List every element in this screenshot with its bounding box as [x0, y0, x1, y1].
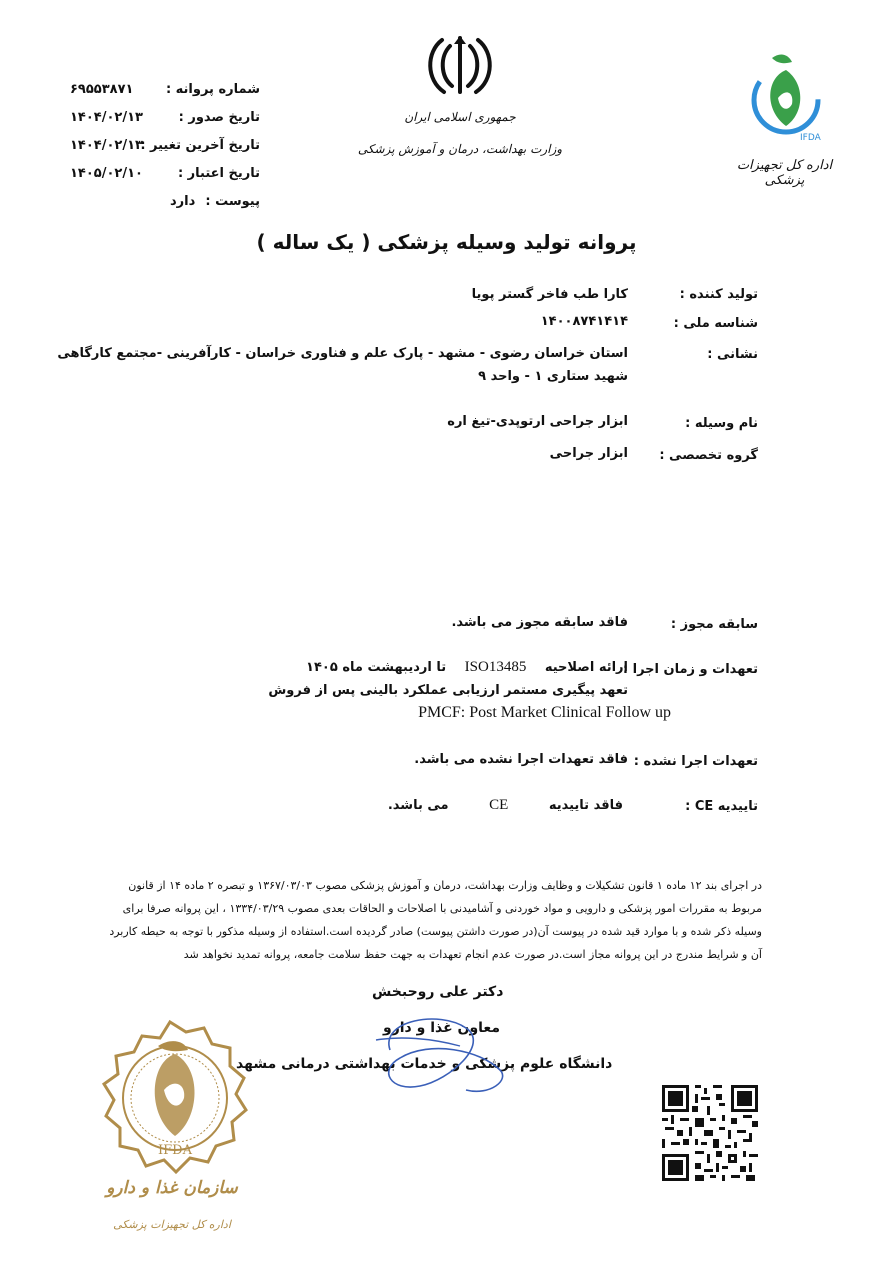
emblem-line-ministry: وزارت بهداشت، درمان و آموزش پزشکی [357, 142, 563, 156]
ce-approval-label: تاییدیه CE : [685, 799, 758, 814]
iran-emblem-icon [420, 34, 500, 98]
meta-last-change-date: تاریخ آخرین تغییر : ۱۴۰۴/۰۲/۱۳ [70, 138, 260, 153]
address-line-2: شهید ستاری ۱ - واحد ۹ [478, 369, 628, 384]
meta-attachment: پیوست : دارد [170, 194, 260, 209]
specialty-group-value: ابزار جراحی [549, 446, 628, 461]
ifda-gold-seal-icon [80, 1018, 260, 1178]
meta-license-number: شماره پروانه : ۶۹۵۵۳۸۷۱ [70, 82, 260, 97]
signatory-university: دانشگاه علوم پزشکی و خدمات بهداشتی درمانی مشهد [236, 1056, 613, 1072]
qr-code-icon [659, 1082, 761, 1184]
address-line-1: استان خراسان رضوی - مشهد - پارک علم و فناوری خراسان - کارآفرینی -مجتمع کارگاهی [57, 346, 628, 361]
emblem-line-republic: جمهوری اسلامی ایران [404, 110, 516, 124]
handwritten-signature-icon [370, 1010, 520, 1102]
signatory-name: دکتر علی روحبخش [372, 984, 504, 1000]
unfulfilled-commitments-value: فاقد تعهدات اجرا نشده می باشد. [414, 752, 628, 767]
legal-paragraph: در اجرای بند ۱۲ ماده ۱ قانون تشکیلات و وظایف وزارت بهداشت، درمان و آموزش پزشکی مصوب ۱۳۶۷/۰۳/۰۳ و تبصره ۲ ماده ۱۴ از قانون مربوط به مقررات امور پزشکی و دارویی و مواد خوردنی و آشامیدنی با اصلاحات و الحاقات بعدی مصوب ۱۳۳۴/۰۳/۲۹ ، این پروانه صرفا برای وسیله ذکر شده و با موارد قید شده در پیوست آن(در صورت داشتن پیوست) صادر گردیده است.استفاده از وسیله مذکور با توجه به حیطه کاربرد آن و شرایط مندرج در این پروانه مجاز است.در صورت عدم انجام تعهدات به جهت حفظ سلامت جامعه، پروانه تمدید نخواهد شد [109, 879, 762, 961]
specialty-group-label: گروه تخصصی : [659, 448, 758, 463]
address-label: نشانی : [707, 347, 758, 362]
unfulfilled-commitments-label: تعهدات اجرا نشده : [633, 754, 758, 769]
license-history-value: فاقد سابقه مجوز می باشد. [451, 615, 628, 630]
ifda-logo-icon [742, 48, 826, 144]
device-name-label: نام وسیله : [685, 416, 758, 431]
national-id-label: شناسه ملی : [673, 316, 758, 331]
document-title: پروانه تولید وسیله پزشکی ( یک ساله ) [256, 230, 637, 254]
commitment-line-2: تعهد پیگیری مستمر ارزیابی عملکرد بالینی پس از فروش [268, 683, 628, 698]
producer-value: کارا طب فاخر گستر پویا [471, 287, 628, 302]
license-history-label: سابقه مجوز : [670, 617, 758, 632]
device-name-value: ابزار جراحی ارتوپدی-تیغ اره [447, 414, 628, 429]
svg-text:IFDA: IFDA [158, 1143, 192, 1158]
commitment-line-3: PMCF: Post Market Clinical Follow up [418, 704, 671, 721]
national-id-value: ۱۴۰۰۸۷۴۱۴۱۴ [540, 314, 628, 329]
commitments-label: تعهدات و زمان اجرا : [622, 662, 758, 677]
meta-expiry-date: تاریخ اعتبار : ۱۴۰۵/۰۲/۱۰ [70, 166, 260, 181]
ifda-department-label: اداره کل تجهیزات پزشکی [736, 158, 833, 188]
seal-dept-label: اداره کل تجهیزات پزشکی [113, 1218, 231, 1231]
commitment-line-1: ارائه اصلاحیه ISO13485 تا اردیبهشت ماه ۱۴۰۵ [306, 659, 628, 675]
seal-org-label: سازمان غذا و دارو [106, 1178, 238, 1198]
svg-text:IFDA: IFDA [800, 133, 821, 143]
meta-issue-date: تاریخ صدور : ۱۴۰۴/۰۲/۱۳ [70, 110, 260, 125]
producer-label: تولید کننده : [679, 287, 758, 302]
signatory-position: معاون غذا و دارو [383, 1020, 500, 1036]
ce-approval-value: فاقد تاییدیه CE می باشد. [387, 797, 623, 813]
